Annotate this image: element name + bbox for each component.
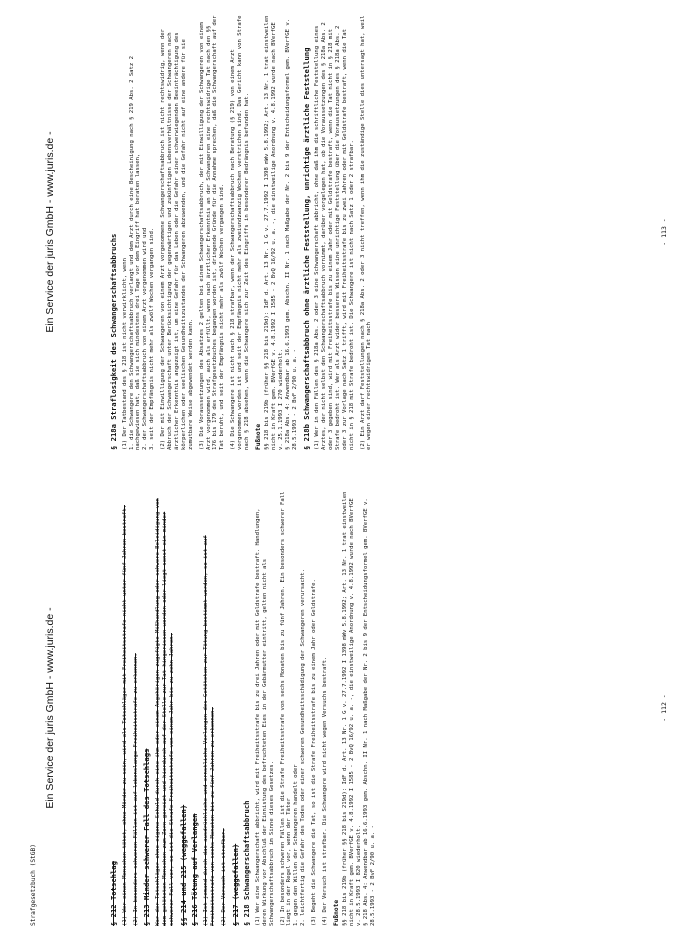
paragraph: (1) Wer in den Fällen des § 218a Abs. 2 oder 3 eine Schwangerschaft abbricht, ohne daß ihm die schriftliche Feststellung eines Arztes, der nicht selbst den Schwangerschaftsabbruch vornimmt, darüber vorgelegen hat, ob die Voraussetzungen des § 218a Abs. 2 oder 3 gegeben sind, wird mit Freiheitsstrafe bis zu einem Jahr oder mit Geldstrafe bestraft, wenn die Tat nicht in § 218 mit Strafe bedroht ist. Wer als Arzt wider besseres Wissen eine unrichtige Feststellung über die Voraussetzungen des § 218a Abs. 2 oder 3 zur Vorlage nach Satz 1 trifft, wird mit Freiheitsstrafe bis zu zwei Jahren oder mit Geldstrafe bestraft, wenn die Tat nicht in § 218 mit Strafe bedroht ist. Die Schwangere ist nicht nach Satz 1 oder 2 strafbar. [314, 22, 355, 450]
section-heading: § 218 Schwangerschaftsabbruch [242, 800, 252, 926]
left-page [0, 476, 680, 952]
page-number: - 112 - [660, 694, 668, 722]
paragraph: (4) Die Schwangere ist nicht nach § 218 strafbar, wenn der Schwangerschaftsabbruch nach Beratung (§ 219) von einem Arzt vorgenommen worden ist und seit der Empfängnis nicht mehr als zweiundzwanzig Wochen verstrichen sind. Das Gericht kann von Strafe nach § 218 absehen, wenn die Schwangere sich zur Zeit des Eingriffs in besonderer Bedrängnis befunden hat. [230, 15, 251, 450]
service-line: Ein Service der juris GmbH - www.juris.de - [44, 131, 56, 333]
right-content [110, 14, 377, 450]
paragraph: (2) In besonders schweren Fällen ist auf lebenslange Freiheitsstrafe zu erkennen. [132, 653, 139, 926]
section-218a [110, 14, 251, 450]
section-212 [110, 490, 139, 926]
section-214-215 [180, 490, 189, 926]
paragraph: (2) In besonders schweren Fällen ist die Strafe Freiheitsstrafe von sechs Monaten bis zu fünf Jahren. Ein besonders schwerer Fall liegt in der Regel vor, wenn der Täter 1. gegen den Willen der Schwangeren handelt oder 2. leichtfertig die Gefahr des Todes oder einer schweren Gesundheitsschädigung der Schwangeren verursacht. [279, 491, 307, 926]
paragraph: (2) Ein Arzt darf Feststellungen nach § 218a Abs. 2 oder 3 nicht treffen, wenn ihm die zuständige Stelle dies untersagt hat, weil er wegen einer rechtswidrigen Tat nach [359, 15, 373, 450]
footnote-label: Fußnote [332, 899, 340, 926]
section-heading: § 213 Minder schwerer Fall des Totschlags [142, 748, 152, 926]
paragraph: (1) Wer eine Schwangerschaft abbricht, wird mit Freiheitsstrafe bis zu drei Jahren oder mit Geldstrafe bestraft. Handlungen, deren Wirkung vor Abschluß der Einnistung des befruchteten Eies in der Gebärmutter eintritt, gelten nicht als Schwangerschaftsabbruch im Sinne dieses Gesetzes. [254, 508, 275, 926]
section-heading: § 218b Schwangerschaftsabbruch ohne ärztliche Feststellung, unrichtige ärztliche Feststellung [301, 47, 311, 450]
paragraph: (3) Die Voraussetzungen des Absatzes 2 gelten bei einem Schwangerschaftsabbruch, der mit Einwilligung der Schwangeren von einem Arzt vorgenommen wird, auch als erfüllt, wenn nach ärztlicher Erkenntnis an der Schwangeren eine rechtswidrige Tat nach den §§ 176 bis 179 des Strafgesetzbuches begangen worden ist, dringende Gründe für die Annahme sprechen, daß die Schwangerschaft auf der Tat beruht, und seit der Empfängnis nicht mehr als zwölf Wochen vergangen sind. [198, 15, 226, 450]
paragraph: (1) Wer einen Menschen tötet, ohne Mörder zu sein, wird als Totschläger mit Freiheitsstrafe nicht unter fünf Jahren bestraft. [121, 505, 128, 926]
paragraph: (3) Begeht die Schwangere die Tat, so ist die Strafe Freiheitsstrafe bis zu einem Jahr oder Geldstrafe. [311, 579, 318, 926]
section-213 [143, 490, 175, 926]
section-heading: § 218a Straflosigkeit des Schwangerschaftsabbruchs [109, 233, 118, 450]
section-217 [232, 490, 241, 926]
section-218b [303, 14, 374, 450]
paragraph: (1) Der Tatbestand des § 218 ist nicht verwirklicht, wenn 1. die Schwangere den Schwangerschaftsabbruch verlangt und dem Arzt durch eine Bescheinigung nach § 219 Abs. 2 Satz 2 nachgewiesen hat, daß sie sich mindestens drei Tage vor dem Eingriff hat beraten lassen, 2. der Schwangerschaftsabbruch von einem Arzt vorgenommen wird und 3. seit der Empfängnis nicht mehr als zwölf Wochen vergangen sind. [121, 55, 156, 450]
paragraph: War der Totschläger ohne eigene Schuld durch eine ihm oder einem Angehörigen zugefügte Mißhandlung oder schwere Beleidigung von dem getöteten Menschen zum Zorn gereizt und hierdurch auf der Stelle zur Tat hingerissen worden oder liegt sonst ein minder schwerer Fall vor, so ist die Strafe Freiheitsstrafe von einem Jahr bis zu zehn Jahren. [155, 498, 175, 926]
running-head: Strafgesetzbuch (StGB) [30, 844, 37, 926]
section-heading: § 212 Totschlag [109, 861, 118, 926]
page-number: - 113 - [660, 218, 668, 246]
paragraph: (2) Der Versuch ist strafbar. [220, 828, 227, 926]
footnote-text: §§ 218 bis 219b (früher §§ 218 bis 219d): IdF d. Art. 13 Nr. 1 G v. 27.7.1992 I 1398 mWv 5.8.1992; Art. 13 Nr. 1 trat einstweilen nicht in Kraft gem. BVerfGE v. 4.8.1992 I 1585 - 2 BvQ 16/92 u. a. -, die einstweilige Anordnung v. 4.8.1992 wurde nach BVerfGE v. 25.1.1993 I 270 wiederholt. § 218a Abs. 4: Anwendbar ab 16.6.1993 gem. Abschn. II Nr. 1 nach Maßgabe der Nr. 2 bis 9 der Entscheidungsformel gem. BVerfGE v. 28.5.1993 - 2 BvF 2/90 u. a. - [264, 15, 298, 450]
footnote-text: §§ 218 bis 219b (früher §§ 218 bis 219d): IdF d. Art. 13 Nr. 1 G v. 27.7.1992 I 1398 mWv 5.8.1992; Art. 13 Nr. 1 trat einstweilen nicht in Kraft gem. BVerfGE v. 4.8.1992 I 1585 - 2 BvQ 16/92 u. a. -, die einstweilige Anordnung v. 4.8.1992 wurde nach BVerfGE v. 28.5.1993 I 820 wiederholt. § 218 Abs. 4: Anwendbar ab 16.6.1993 gem. Abschn. II Nr. 1 nach Maßgabe der Nr. 2 bis 9 der Entscheidungsformel gem. BVerfGE v. 28.5.1993 - 2 BvF 2/90 u. a. - [341, 491, 376, 926]
service-line: Ein Service der juris GmbH - www.juris.de - [44, 607, 56, 809]
section-heading: § 217 (weggefallen) [230, 843, 240, 926]
section-218 [243, 490, 329, 926]
left-content [110, 490, 381, 926]
paragraph: (2) Der mit Einwilligung der Schwangeren von einem Arzt vorgenommene Schwangerschaftsabbruch ist nicht rechtswidrig, wenn der Abbruch der Schwangerschaft unter Berücksichtigung der gegenwärtigen und zukünftigen Lebensverhältnisse der Schwangeren nach ärztlicher Erkenntnis angezeigt ist, um eine Gefahr für das Leben oder die Gefahr einer schwerwiegenden Beeinträchtigung des körperlichen oder seelischen Gesundheitszustandes der Schwangeren abzuwenden, und die Gefahr nicht auf eine andere für sie zumutbare Weise abgewendet werden kann. [160, 29, 194, 450]
footnote-label: Fußnote [255, 423, 262, 450]
section-heading: §§ 214 und 215 (weggefallen) [178, 804, 188, 926]
section-heading: § 216 Tötung auf Verlangen [190, 813, 200, 926]
paragraph: (4) Der Versuch ist strafbar. Die Schwangere wird nicht wegen Versuchs bestraft. [322, 656, 329, 926]
paragraph: (1) Ist jemand durch das ausdrückliche und ernstliche Verlangen des Getöteten zur Tötung bestimmt worden, so ist auf Freiheitsstrafe von sechs Monaten bis zu fünf Jahren zu erkennen. [202, 535, 216, 926]
section-216 [191, 490, 227, 926]
